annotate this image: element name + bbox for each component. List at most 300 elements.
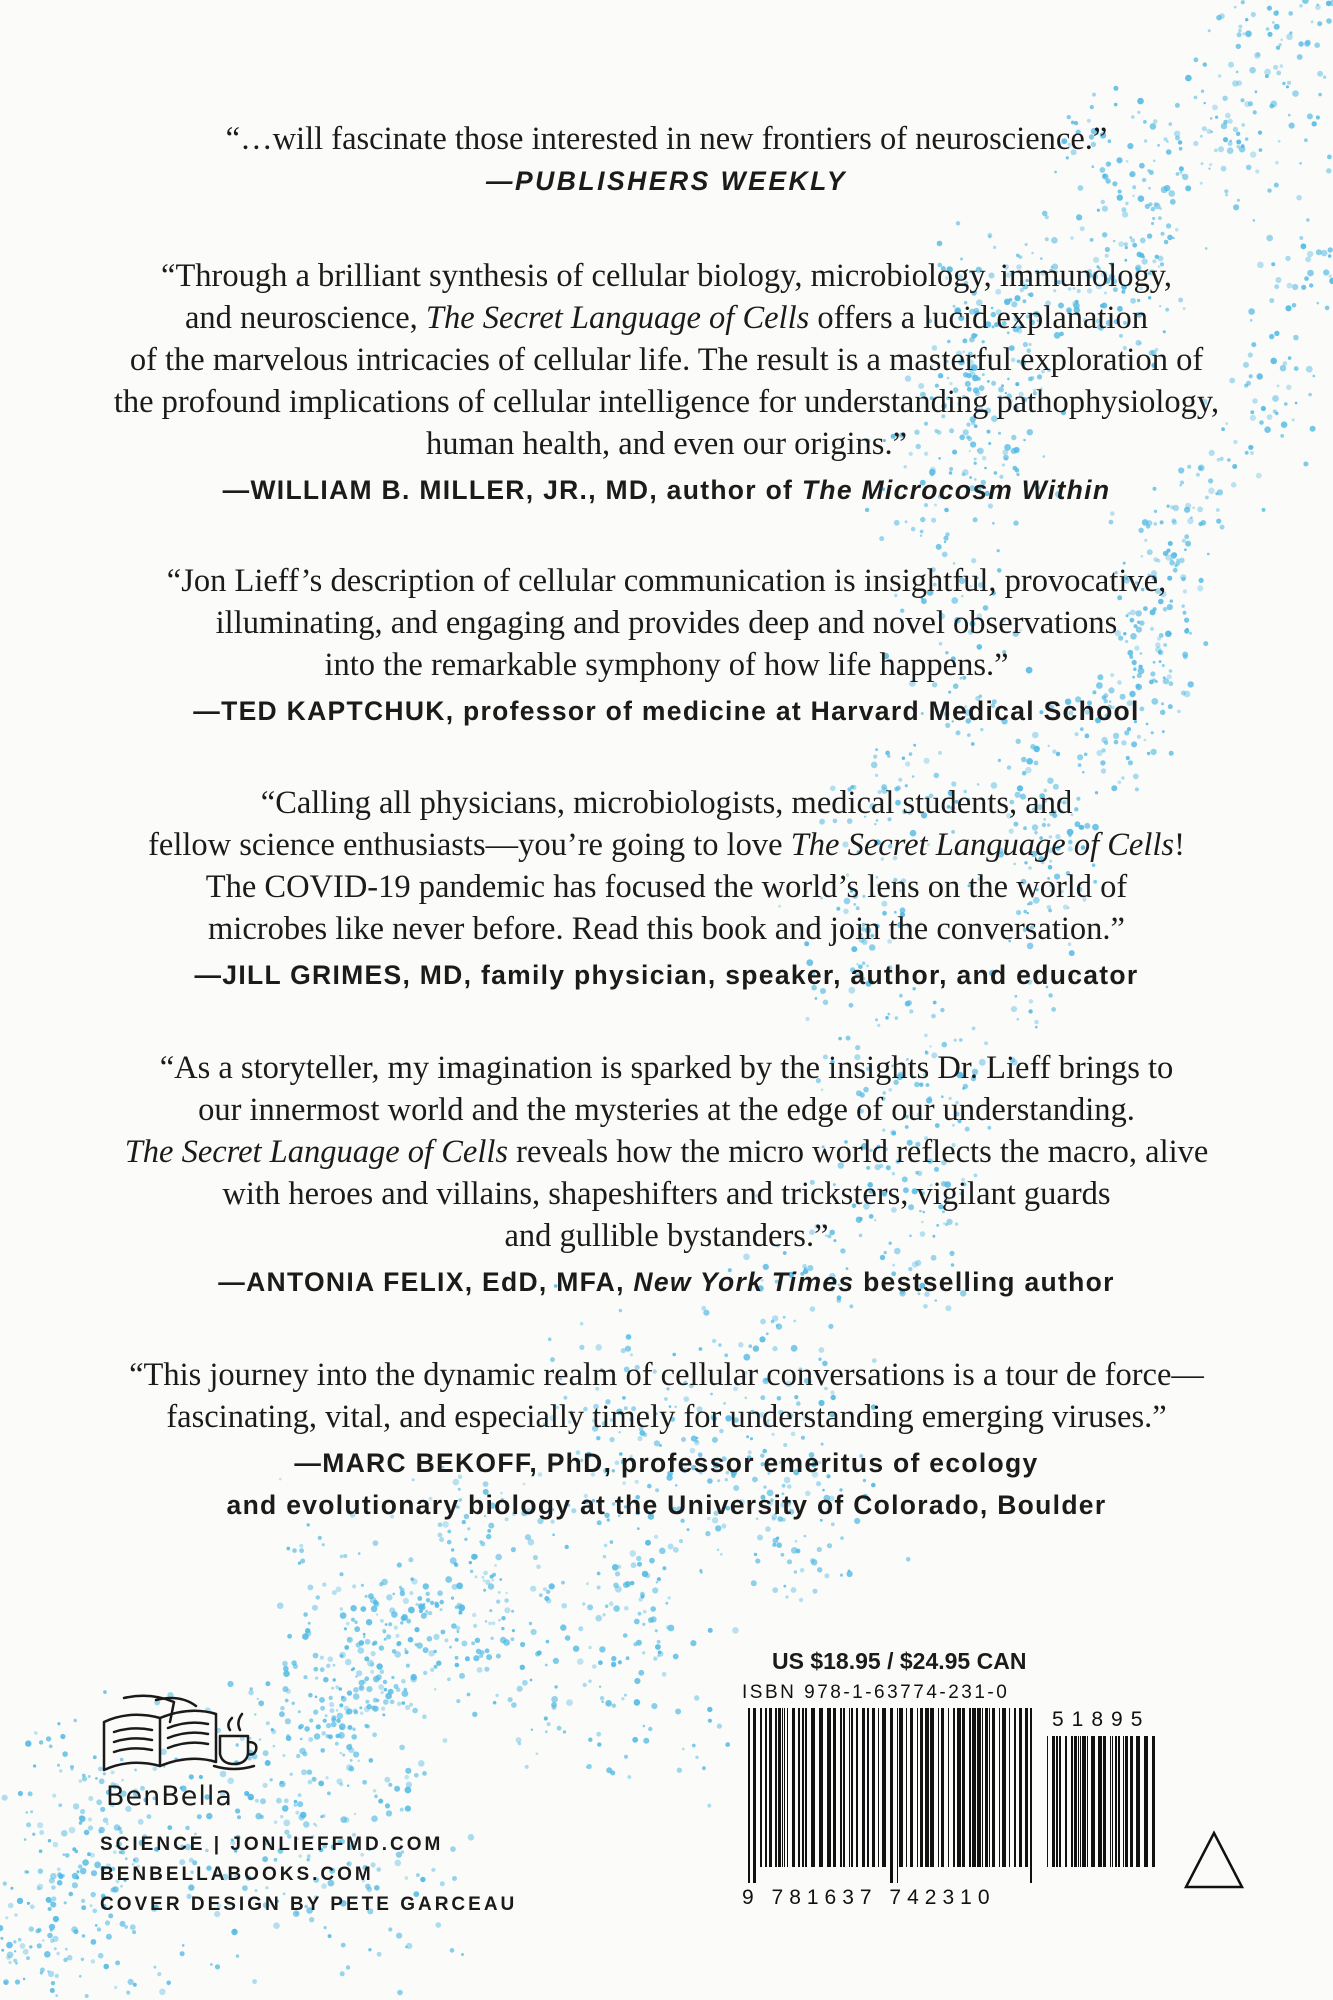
dot	[1172, 520, 1177, 525]
barcode-bar	[792, 1708, 795, 1867]
barcode-bar	[1080, 1736, 1081, 1867]
barcode-bar	[1078, 1736, 1079, 1867]
dot	[913, 744, 916, 747]
dot	[787, 1559, 792, 1564]
dot	[385, 1623, 388, 1626]
dot	[796, 1549, 801, 1554]
dot	[1045, 237, 1049, 241]
dot	[1241, 98, 1245, 102]
dot	[316, 1595, 320, 1599]
barcode-bar	[953, 1708, 955, 1867]
blurb-quote: “…will fascinate those interested in new frontiers of neuroscience.”	[225, 121, 1108, 157]
dot	[336, 1718, 341, 1723]
dot	[612, 1704, 616, 1708]
dot	[25, 1740, 31, 1746]
dot	[115, 1960, 120, 1965]
dot	[394, 1684, 399, 1689]
dot	[308, 1585, 314, 1591]
dot	[419, 1609, 423, 1613]
dot	[30, 1810, 33, 1813]
dot	[406, 1664, 410, 1668]
dot	[273, 1922, 280, 1929]
dot	[395, 1634, 399, 1638]
dot	[303, 1612, 308, 1617]
dot	[290, 1773, 293, 1776]
dot	[377, 1952, 382, 1957]
dot	[406, 1619, 411, 1624]
dot	[665, 1602, 668, 1605]
dot	[488, 1622, 492, 1626]
dot	[566, 1699, 573, 1706]
dot	[318, 1781, 324, 1787]
dot	[487, 1529, 491, 1533]
dot	[376, 1663, 382, 1669]
dot	[625, 1346, 631, 1352]
dot	[1147, 549, 1153, 555]
dot	[304, 1726, 310, 1732]
dot	[1314, 42, 1320, 48]
dot	[1171, 552, 1177, 558]
dot	[373, 1789, 376, 1792]
dot	[998, 759, 1001, 762]
dot	[679, 1539, 683, 1543]
dot	[776, 1323, 782, 1329]
dot	[353, 1687, 359, 1693]
dot	[252, 1979, 257, 1984]
dot	[376, 1613, 378, 1615]
dot	[72, 1882, 78, 1888]
dot	[1184, 548, 1187, 551]
dot	[1121, 776, 1124, 779]
dot	[336, 1586, 342, 1592]
dot	[885, 751, 890, 756]
dot	[436, 1661, 441, 1666]
dot	[2, 1795, 8, 1801]
dot	[937, 241, 943, 247]
dot	[573, 1646, 579, 1652]
dot	[1194, 57, 1199, 62]
dot	[1220, 525, 1225, 530]
dot	[718, 1343, 722, 1347]
dot	[339, 1723, 346, 1730]
dot	[352, 1728, 355, 1731]
dot	[1007, 765, 1011, 769]
dot	[606, 1767, 612, 1773]
dot	[40, 1968, 45, 1973]
dot	[613, 1583, 619, 1589]
dot	[1167, 235, 1173, 241]
dot	[346, 1622, 350, 1626]
dot	[328, 1734, 333, 1739]
dot	[82, 1859, 89, 1866]
dot	[81, 1899, 85, 1903]
barcode-bar	[1144, 1736, 1148, 1867]
dot	[753, 1345, 759, 1351]
dot	[511, 1637, 515, 1641]
dot	[365, 1639, 371, 1645]
dot	[313, 1710, 318, 1715]
dot	[263, 1783, 268, 1788]
dot	[455, 1663, 460, 1668]
dot	[90, 1904, 93, 1907]
dot	[1144, 739, 1147, 742]
dot	[411, 1578, 417, 1584]
dot	[61, 1830, 68, 1837]
dot	[435, 1603, 440, 1608]
dot	[412, 1708, 418, 1714]
dot	[1280, 38, 1283, 41]
dot	[373, 1641, 378, 1646]
dot	[270, 1778, 273, 1781]
dot	[1292, 90, 1299, 97]
dot	[760, 1319, 766, 1325]
dot	[458, 1611, 462, 1615]
dot	[1216, 519, 1221, 524]
dot	[231, 1929, 237, 1935]
dot	[956, 221, 960, 225]
dot	[13, 1959, 17, 1963]
dot	[57, 1764, 60, 1767]
dot	[1084, 753, 1088, 757]
dot	[91, 1939, 97, 1945]
dot	[772, 1587, 778, 1593]
dot	[1147, 520, 1153, 526]
dot	[434, 1665, 438, 1669]
barcode-bar	[798, 1708, 800, 1867]
dot	[480, 1541, 485, 1546]
dot	[1204, 102, 1206, 104]
dot	[668, 1625, 675, 1632]
dot	[668, 1596, 671, 1599]
dot	[263, 1750, 269, 1756]
dot	[529, 1622, 532, 1625]
dot	[409, 1703, 413, 1707]
dot	[597, 1742, 601, 1746]
dot	[552, 1534, 555, 1537]
dot	[6, 1955, 11, 1960]
dot	[14, 1950, 16, 1952]
barcode-bar	[1071, 1736, 1073, 1867]
dot	[320, 1706, 325, 1711]
dot	[815, 997, 818, 1000]
dot	[754, 1553, 757, 1556]
dot	[471, 1641, 475, 1645]
dot	[824, 1573, 829, 1578]
dot	[595, 1615, 602, 1622]
dot	[776, 1542, 782, 1548]
dot	[1131, 741, 1137, 747]
dot	[603, 1555, 606, 1558]
dot	[368, 1948, 371, 1951]
dot	[481, 1576, 484, 1579]
dot	[827, 1543, 832, 1548]
dot	[1274, 24, 1280, 30]
dot	[1315, 5, 1321, 11]
dot	[339, 1687, 343, 1691]
dot	[657, 1655, 660, 1658]
dot	[520, 1642, 525, 1647]
dot	[336, 1778, 342, 1784]
dot	[98, 1953, 104, 1959]
dot	[34, 1731, 38, 1735]
dot	[1141, 555, 1144, 558]
dot	[37, 1822, 43, 1828]
dot	[659, 1548, 666, 1555]
dot	[308, 1737, 313, 1742]
dot	[923, 1304, 928, 1309]
dot	[48, 1907, 52, 1911]
dot	[485, 1620, 487, 1622]
dot	[473, 1624, 477, 1628]
barcode-bar	[1082, 1736, 1086, 1867]
dot	[350, 1605, 356, 1611]
dot	[88, 1825, 93, 1830]
dot	[321, 1731, 326, 1736]
barcode-bar	[910, 1708, 913, 1867]
dot	[992, 522, 995, 525]
dot	[954, 1039, 957, 1042]
dot	[347, 1725, 352, 1730]
dot	[1267, 6, 1272, 11]
dot	[600, 1696, 604, 1700]
dot	[931, 518, 936, 523]
dot	[370, 1670, 374, 1674]
dot	[277, 1602, 284, 1609]
blurb-attribution: —ANTONIA FELIX, EdD, MFA, New York Times bestselling author	[218, 1267, 1115, 1297]
dot	[340, 1752, 343, 1755]
dot	[455, 1638, 459, 1642]
dot	[322, 1814, 325, 1817]
dot	[637, 1527, 640, 1530]
dot	[237, 1815, 241, 1819]
dot	[516, 1737, 522, 1743]
dot	[388, 1622, 392, 1626]
dot	[18, 1791, 23, 1796]
dot	[70, 1765, 74, 1769]
dot	[1026, 758, 1033, 765]
dot	[376, 1674, 382, 1680]
dot	[467, 1693, 471, 1697]
dot	[1025, 243, 1028, 246]
dot	[427, 1636, 433, 1642]
dot	[651, 1703, 657, 1709]
dot	[504, 1598, 509, 1603]
blurb-attribution: —TED KAPTCHUK, professor of medicine at Harvard Medical School	[193, 696, 1140, 726]
dot	[93, 1909, 98, 1914]
dot	[489, 1609, 492, 1612]
barcode-bar	[1123, 1736, 1124, 1867]
dot	[421, 1613, 427, 1619]
dot	[10, 1887, 13, 1890]
barcode-bar	[1065, 1736, 1067, 1867]
dot	[1272, 21, 1275, 24]
barcode-bar	[906, 1708, 907, 1867]
dot	[1109, 520, 1114, 525]
dot	[695, 1756, 698, 1759]
dot	[451, 1623, 457, 1629]
dot	[772, 1543, 776, 1547]
dot	[53, 1916, 59, 1922]
dot	[652, 1587, 658, 1593]
dot	[309, 1718, 313, 1722]
dot	[973, 517, 978, 522]
dot	[52, 1794, 56, 1798]
dot	[324, 1926, 327, 1929]
dot	[493, 1701, 497, 1705]
dot	[451, 1597, 454, 1600]
dot	[88, 1796, 93, 1801]
dot	[67, 1955, 73, 1961]
barcode-bar	[872, 1708, 875, 1867]
dot	[385, 1803, 390, 1808]
dot	[610, 1540, 614, 1544]
dot	[363, 1636, 366, 1639]
dot	[360, 1712, 363, 1715]
dot	[1101, 768, 1106, 773]
dot	[5, 1916, 8, 1919]
dot	[634, 1699, 641, 1706]
dot	[1287, 81, 1291, 85]
dot	[279, 1711, 285, 1717]
dot	[391, 1611, 398, 1618]
dot	[755, 1558, 760, 1563]
dot	[330, 1708, 335, 1713]
dot	[470, 1570, 473, 1573]
dot	[340, 1572, 344, 1576]
dot	[402, 1701, 406, 1705]
dot	[464, 1538, 467, 1541]
dot	[47, 1970, 50, 1973]
barcode-bar	[972, 1708, 976, 1867]
dot	[546, 1590, 550, 1594]
dot	[580, 1322, 584, 1326]
dot	[1147, 752, 1150, 755]
dot	[81, 1958, 84, 1961]
dot	[320, 1656, 324, 1660]
dot	[130, 1924, 136, 1930]
dot	[547, 1722, 551, 1726]
barcode-bar	[753, 1708, 756, 1883]
dot	[495, 1554, 502, 1561]
dot	[1306, 218, 1310, 222]
dot	[687, 1528, 690, 1531]
dot	[1238, 25, 1242, 29]
dot	[335, 1685, 339, 1689]
dot	[430, 1668, 434, 1672]
dot	[397, 1702, 402, 1707]
dot	[611, 1656, 616, 1661]
dot	[1113, 240, 1116, 243]
dot	[39, 1830, 44, 1835]
dot	[1201, 90, 1204, 93]
dot	[59, 1769, 62, 1772]
dot	[597, 1572, 601, 1576]
dot	[554, 1685, 557, 1688]
dot	[553, 1658, 559, 1664]
dot	[1122, 212, 1128, 218]
dot	[1121, 740, 1126, 745]
dot	[1085, 734, 1090, 739]
barcode-bar	[782, 1708, 783, 1867]
dot	[447, 1540, 452, 1545]
dot	[1194, 96, 1198, 100]
dot	[819, 1347, 825, 1353]
dot	[166, 1981, 171, 1986]
dot	[936, 544, 942, 550]
dot	[1286, 34, 1293, 41]
dot	[1175, 103, 1180, 108]
dot	[383, 1680, 387, 1684]
dot	[533, 1555, 538, 1560]
dot	[1137, 735, 1141, 739]
dot	[441, 1630, 446, 1635]
dot	[598, 1660, 603, 1665]
dot	[579, 1345, 584, 1350]
dot	[461, 1641, 467, 1647]
dot	[944, 541, 946, 543]
dot	[1282, 82, 1285, 85]
dot	[358, 1552, 361, 1555]
dot	[286, 1736, 292, 1742]
dot	[82, 1934, 86, 1938]
dot	[347, 1637, 353, 1643]
dot	[422, 1714, 427, 1719]
dot	[51, 1885, 56, 1890]
dot	[91, 1870, 97, 1876]
dot	[255, 1813, 262, 1820]
dot	[465, 1656, 470, 1661]
dot	[1131, 238, 1136, 243]
dot	[988, 233, 993, 238]
dot	[1208, 29, 1211, 32]
dot	[838, 1037, 842, 1041]
dot	[971, 742, 975, 746]
dot	[1013, 520, 1018, 525]
dot	[54, 1947, 57, 1950]
dot	[365, 1700, 369, 1704]
barcode-bar	[862, 1708, 865, 1867]
dot	[73, 1803, 79, 1809]
dot	[50, 1988, 55, 1993]
dot	[1317, 71, 1323, 77]
dot	[285, 1718, 291, 1724]
barcode-bar	[1087, 1736, 1088, 1867]
barcode-bar	[748, 1708, 750, 1883]
dot	[1144, 539, 1147, 542]
dot	[642, 1623, 645, 1626]
dot	[392, 1593, 395, 1596]
dot	[282, 1754, 285, 1757]
dot	[511, 1702, 517, 1708]
triangle-icon	[1183, 1830, 1245, 1890]
dot	[350, 1759, 353, 1762]
dot	[894, 520, 900, 526]
dot	[57, 1722, 60, 1725]
dot	[312, 1605, 318, 1611]
dot	[776, 1537, 779, 1540]
dot	[340, 1816, 347, 1823]
dot	[8, 1903, 14, 1909]
dot	[106, 1934, 112, 1940]
dot	[1166, 223, 1171, 228]
dot	[276, 1798, 282, 1804]
dot	[38, 1869, 43, 1874]
dot	[362, 1679, 366, 1683]
dot	[295, 1811, 299, 1815]
dot	[49, 1745, 53, 1749]
dot	[1301, 243, 1307, 249]
dot	[613, 1605, 620, 1612]
